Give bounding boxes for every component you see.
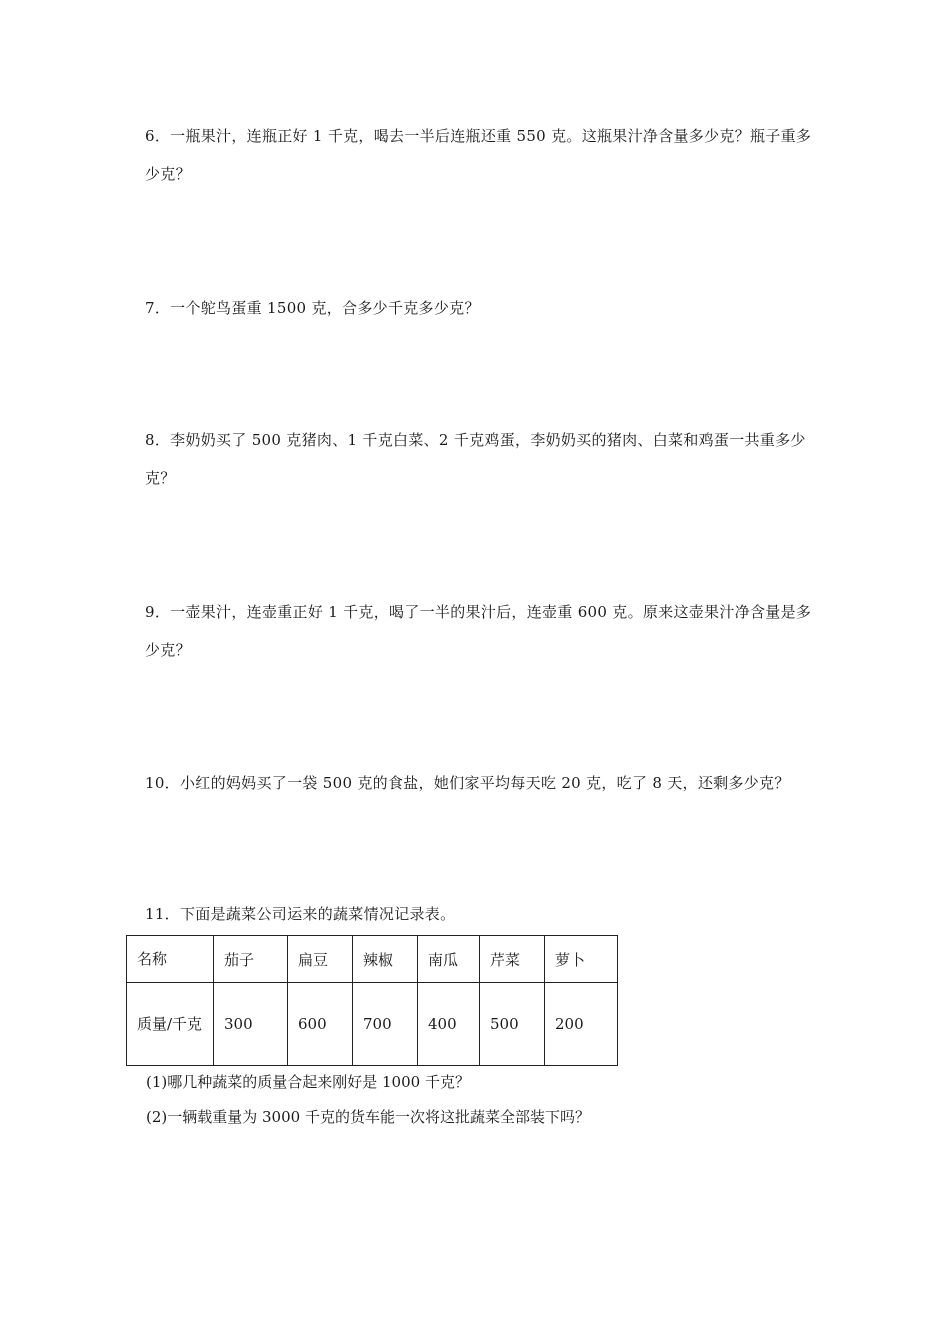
table-header-cell: 南瓜	[418, 936, 480, 983]
table-cell: 600	[288, 983, 353, 1066]
question-11: 11．下面是蔬菜公司运来的蔬菜情况记录表。	[145, 905, 456, 923]
table-header-cell: 扁豆	[288, 936, 353, 983]
table-cell: 500	[480, 983, 545, 1066]
question-10: 10．小红的妈妈买了一袋 500 克的食盐，她们家平均每天吃 20 克，吃了 8 天，还剩多少克？	[145, 774, 790, 792]
table-header-cell: 萝卜	[545, 936, 618, 983]
table-cell: 400	[418, 983, 480, 1066]
table-row-label: 质量/千克	[127, 983, 214, 1066]
subquestion-1: (1)哪几种蔬菜的质量合起来刚好是 1000 千克？	[146, 1073, 470, 1091]
table-cell: 300	[214, 983, 288, 1066]
table-header-row	[127, 936, 618, 983]
table-header-cell: 名称	[127, 936, 214, 983]
question-7: 7．一个鸵鸟蛋重 1500 克，合多少千克多少克？	[145, 299, 480, 317]
vegetable-table	[126, 935, 618, 1066]
question-8: 8．李奶奶买了 500 克猪肉、1 千克白菜、2 千克鸡蛋，李奶奶买的猪肉、白菜和鸡蛋一共重多少克？	[145, 431, 806, 487]
table-row	[127, 983, 618, 1066]
question-9: 9．一壶果汁，连壶重正好 1 千克，喝了一半的果汁后，连壶重 600 克。原来这壶果汁净含量是多少克？	[145, 603, 812, 659]
question-6: 6．一瓶果汁，连瓶正好 1 千克，喝去一半后连瓶还重 550 克。这瓶果汁净含量多少克？瓶子重多少克？	[145, 127, 812, 183]
table-header-cell: 茄子	[214, 936, 288, 983]
table-cell: 200	[545, 983, 618, 1066]
table-header-cell: 辣椒	[353, 936, 418, 983]
table-header-cell: 芹菜	[480, 936, 545, 983]
table-cell: 700	[353, 983, 418, 1066]
subquestion-2: (2)一辆载重量为 3000 千克的货车能一次将这批蔬菜全部装下吗？	[146, 1108, 590, 1126]
